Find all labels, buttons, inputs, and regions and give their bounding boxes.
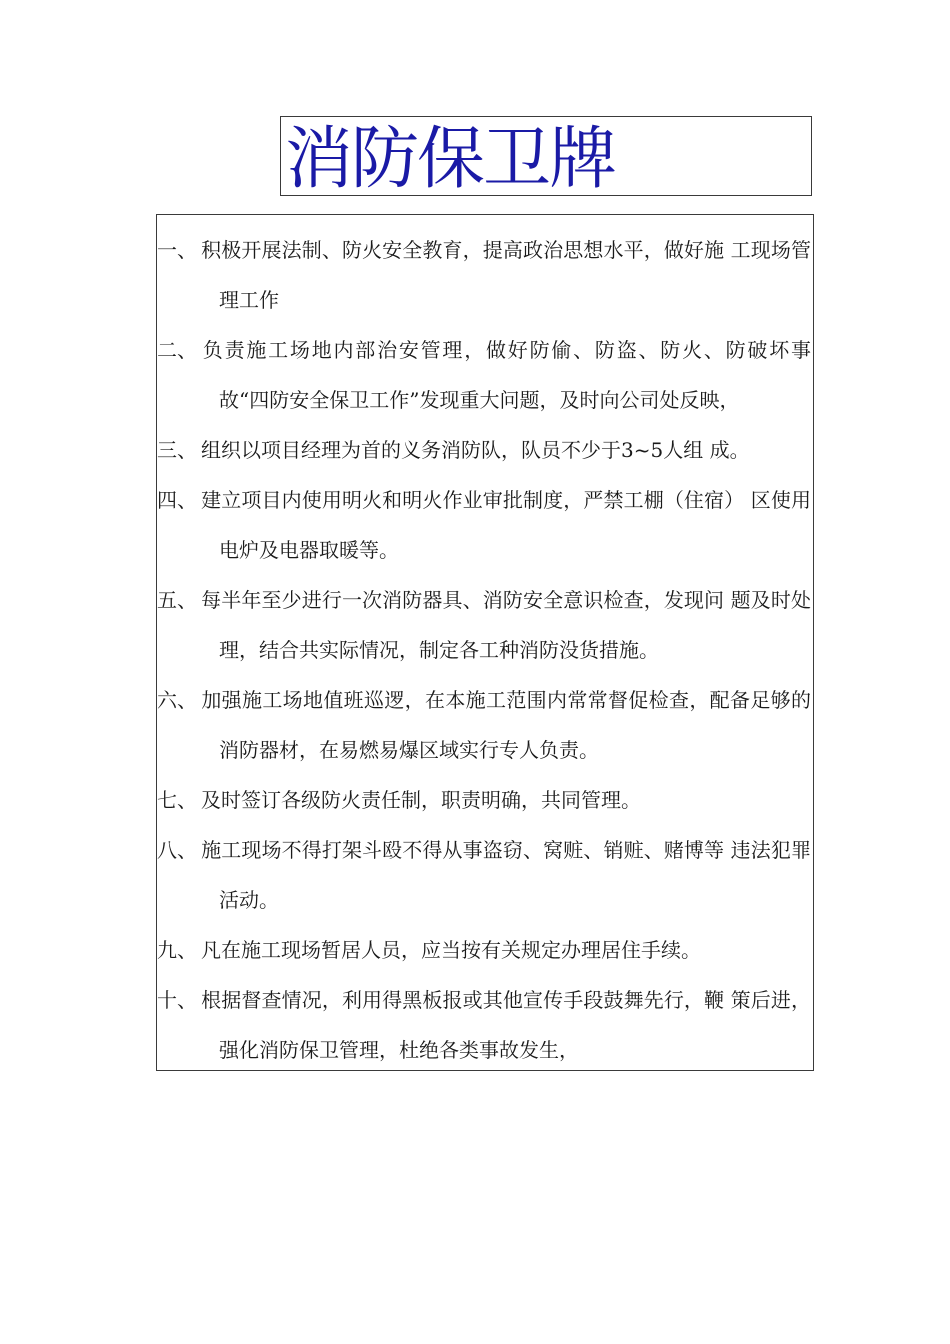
rule-text: 施工现场不得打架斗殴不得从事盗窃、窝赃、销赃、赌博等 违法犯罪活动。 <box>201 838 811 912</box>
rule-item-5 <box>157 575 813 675</box>
rule-number: 九、 <box>157 938 197 962</box>
rule-text: 根据督查情况，利用得黑板报或其他宣传手段鼓舞先行，鞭 策后进，强化消防保卫管理，杜绝各类事故发生， <box>201 988 811 1062</box>
rule-item-2 <box>157 325 813 425</box>
rule-number: 五、 <box>157 588 197 612</box>
rule-item-6 <box>157 675 813 775</box>
rule-number: 十、 <box>157 988 197 1012</box>
rule-number: 八、 <box>157 838 197 862</box>
rules-box <box>156 214 814 1071</box>
rule-item-8 <box>157 825 813 925</box>
rule-number: 六、 <box>157 688 197 712</box>
rule-number: 二、 <box>157 338 197 362</box>
rule-number: 三、 <box>157 438 197 462</box>
rule-text: 加强施工场地值班巡逻，在本施工范围内常常督促检查，配备足够的消防器材，在易燃易爆区域实行专人负责。 <box>201 688 811 762</box>
rule-item-3 <box>157 425 813 475</box>
rule-item-10 <box>157 975 813 1075</box>
rule-text: 每半年至少进行一次消防器具、消防安全意识检查，发现问 题及时处理，结合共实际情况，制定各工种消防没货措施。 <box>201 588 811 662</box>
rule-text: 积极开展法制、防火安全教育，提高政治思想水平，做好施 工现场管理工作 <box>201 238 811 312</box>
rule-item-4 <box>157 475 813 575</box>
rule-number: 一、 <box>157 238 197 262</box>
rule-item-9 <box>157 925 813 975</box>
rule-text: 及时签订各级防火责任制，职责明确，共同管理。 <box>201 788 641 812</box>
rule-text: 凡在施工现场暂居人员，应当按有关规定办理居住手续。 <box>201 938 701 962</box>
rule-text: 建立项目内使用明火和明火作业审批制度，严禁工棚（住宿） 区使用电炉及电器取暖等。 <box>201 488 811 562</box>
rule-number: 四、 <box>157 488 197 512</box>
rule-text: 负责施工场地内部治安管理，做好防偷、防盗、防火、防破坏事故“四防安全保卫工作”发现重大问题，及时向公司处反映， <box>201 338 811 412</box>
rule-item-7 <box>157 775 813 825</box>
rule-item-1 <box>157 225 813 325</box>
title-box <box>280 116 812 196</box>
rule-text: 组织以项目经理为首的义务消防队，队员不少于3~5人组 成。 <box>201 438 750 462</box>
page-title: 消防保卫牌 <box>285 120 616 196</box>
rule-number: 七、 <box>157 788 197 812</box>
